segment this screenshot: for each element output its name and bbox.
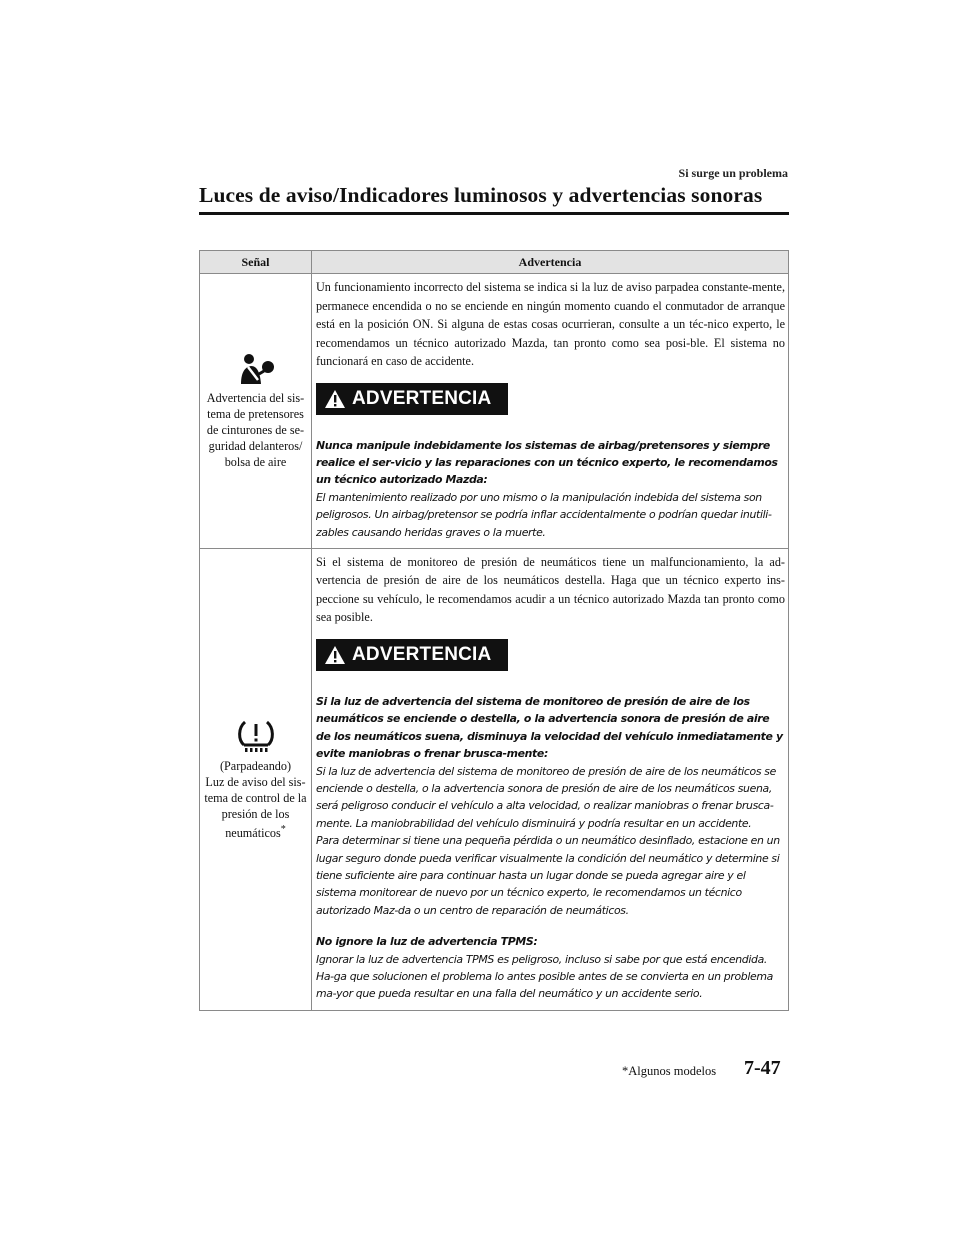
title-rule xyxy=(199,212,789,215)
note-body: Si la luz de advertencia del sistema de monitoreo de presión de aire de los neumáticos se enciende o destella, o la advertencia sonora de presión de aire de los neumáticos suena, será peligroso conducir el vehículo a alta velocidad, o realizar maniobras o frenar brusca-mente. La maniobrabilidad del vehículo disminuirá y podría resultar en un accidente. xyxy=(316,764,776,830)
note-heading: Si la luz de advertencia del sistema de monitoreo de presión de aire de los neumáticos se enciende o destella, o la advertencia sonora de presión de aire de los neumáticos suena, disminuya la velocidad del vehículo inmediatamente y evite maniobras o frenar brusca-mente: xyxy=(316,694,783,761)
footer-note: *Algunos modelos xyxy=(622,1064,717,1078)
advertencia-label: ADVERTENCIA xyxy=(352,387,492,409)
signal-label: Advertencia del sis-tema de pretensores de cinturones de se-guridad delanteros/ bolsa de aire xyxy=(206,390,305,469)
warning-note xyxy=(316,933,785,1003)
table-row xyxy=(200,274,789,549)
warning-description: Un funcionamiento incorrecto del sistema se indica si la luz de aviso parpadea constante-mente, permanece encendida o no se enciende en ningún momento cuando el conmutador de arranque está en la posición ON. Si alguna de estas cosas ocurrieran, consulte a un téc-nico experto, le recomendamos un técnico autorizado Mazda, tan pronto como sea posi-ble. El sistema no funcionará en caso de accidente. xyxy=(316,280,785,368)
table-header-row xyxy=(200,251,789,274)
note-body: El mantenimiento realizado por uno mismo o la manipulación indebida del sistema son peligrosos. Un airbag/pretensor se podría inflar accidentalmente o podrían quedar inutili-zables causando heridas graves o la muerte. xyxy=(316,490,772,539)
signal-state: (Parpadeando) xyxy=(219,758,292,773)
some-models-mark: * xyxy=(280,823,286,835)
warning-note xyxy=(316,437,785,541)
warning-cell xyxy=(312,548,789,1010)
signal-cell xyxy=(200,548,312,1010)
note-body-2: Para determinar si tiene una pequeña pérdida o un neumático desinflado, estacione en un lugar seguro donde pueda verificar visualmente la condición del neumático y determine si tiene suficiente aire para continuar hasta un lugar donde se pueda agregar aire y el sistema monitorear de nuevo por un técnico experto, le recomendamos un técnico autorizado Maz-da o un centro de reparación de neumáticos. xyxy=(316,834,780,917)
warning-triangle-icon xyxy=(324,389,346,409)
page-title: Luces de aviso/Indicadores luminosos y advertencias sonoras xyxy=(199,183,763,207)
section-label: Si surge un problema xyxy=(678,166,788,180)
warning-note xyxy=(316,693,785,919)
warning-lights-table xyxy=(199,250,789,1011)
advertencia-label: ADVERTENCIA xyxy=(352,643,492,665)
warning-triangle-icon xyxy=(324,645,346,665)
note-heading: Nunca manipule indebidamente los sistemas de airbag/pretensores y siempre realice el ser-vicio y las reparaciones con un técnico experto, le recomendamos un técnico autorizado Mazda: xyxy=(316,438,778,487)
warning-cell xyxy=(312,274,789,549)
col-header-warning: Advertencia xyxy=(312,251,789,274)
advertencia-badge xyxy=(316,639,508,671)
signal-cell xyxy=(200,274,312,549)
col-header-signal: Señal xyxy=(200,251,312,274)
signal-label: Luz de aviso del sis-tema de control de la presión de los neumáticos xyxy=(204,774,307,840)
page-number: 7-47 xyxy=(744,1057,781,1079)
note-heading: No ignore la luz de advertencia TPMS: xyxy=(316,935,538,949)
note-body: Ignorar la luz de advertencia TPMS es peligroso, incluso si sabe por que está encendida. Ha-ga que solucionen el problema lo antes posible antes de se convierta en un problema ma-yor que pueda resultar en una falla del neumático y un accidente serio. xyxy=(316,952,773,1001)
tire-pressure-warning-icon xyxy=(236,718,276,754)
advertencia-badge xyxy=(316,383,508,415)
warning-description: Si el sistema de monitoreo de presión de neumáticos tiene un malfuncionamiento, la ad-vertencia de presión de aire de los neumáticos destella. Haga que un técnico experto ins-peccione su vehículo, le recomendamos acudir a un técnico autorizado Mazda tan pronto como sea posible. xyxy=(316,554,785,625)
seatbelt-airbag-person-icon xyxy=(237,352,275,386)
table-row xyxy=(200,548,789,1010)
